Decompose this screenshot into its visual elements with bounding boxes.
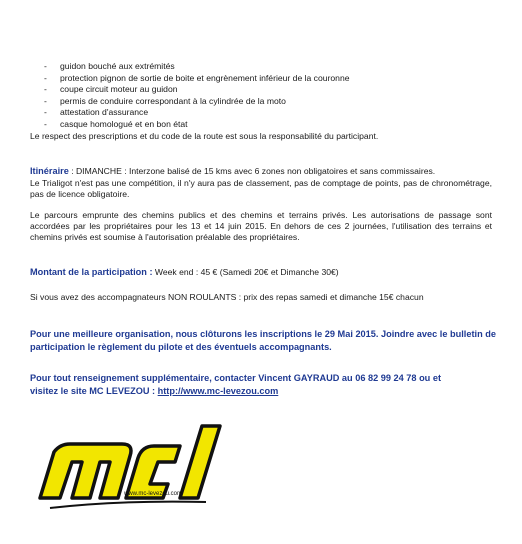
contact-line-2 [30, 385, 278, 398]
list-item [44, 73, 350, 85]
participation-label: Montant de la participation : [30, 267, 153, 277]
list-item [44, 119, 350, 131]
equipment-item-text: protection pignon de sortie de boite et engrènement inférieur de la couronne [60, 72, 350, 83]
mc-levezou-logo [30, 412, 226, 520]
bullet-dash: - [44, 84, 47, 94]
organisation-paragraph: Pour une meilleure organisation, nous clôturons les inscriptions le 29 Mai 2015. Joindre avec le bulletin de participation le règlement du pilote et des éventuels accompagnants. [30, 329, 496, 352]
participation-text: Week end : 45 € (Samedi 20€ et Dimanche 30€) [152, 267, 339, 277]
equipment-item-text: attestation d'assurance [60, 107, 149, 117]
equipment-item-text: permis de conduire correspondant à la cylindrée de la moto [60, 95, 286, 106]
contact-prefix: visitez le site MC LEVEZOU : [30, 386, 158, 396]
itinerary-text: : DIMANCHE : Interzone balisé de 15 kms avec 6 zones non obligatoires et sans commissaires. [68, 166, 436, 176]
participation-line [30, 267, 339, 278]
bullet-dash: - [44, 118, 47, 129]
contact-line-1: Pour tout renseignement supplémentaire, contacter Vincent GAYRAUD au 06 82 99 24 78 ou et [30, 373, 442, 383]
responsibility-text: Le respect des prescriptions et du code de la route est sous la responsabilité du participant. [30, 131, 379, 141]
itinerary-label: Itinéraire [30, 166, 69, 176]
bullet-dash: - [44, 72, 47, 83]
equipment-list [44, 61, 350, 130]
list-item [44, 96, 350, 108]
trialigot-paragraph: Le Trialigot n'est pas une compétition, il n'y aura pas de classement, pas de comptage de points, pas de chronométrage, pas de licence obligatoire. [30, 178, 492, 199]
equipment-item-text: guidon bouché aux extrémités [60, 61, 175, 71]
bullet-dash: - [44, 95, 47, 106]
bullet-dash: - [44, 61, 47, 71]
logo-url-text: www.mc-levezou.com [124, 491, 183, 497]
list-item [44, 84, 350, 96]
bullet-dash: - [44, 107, 47, 117]
list-item [44, 61, 350, 73]
equipment-item-text: casque homologué et en bon état [60, 118, 188, 129]
list-item [44, 107, 350, 119]
companions-text: Si vous avez des accompagnateurs NON ROULANTS : prix des repas samedi et dimanche 15€ chacun [30, 292, 424, 302]
itinerary-line [30, 166, 435, 177]
route-paragraph: Le parcours emprunte des chemins publics et des chemins et terrains privés. Les autorisations de passage sont accordées par les propriétaires pour les 13 et 14 juin 2015. En dehors de ces 2 journées, l'utilisation des terrains et chemins privés est soumise à l'autorisation préalable des propriétaires. [30, 210, 492, 242]
equipment-item-text: coupe circuit moteur au guidon [60, 84, 178, 94]
website-link[interactable]: http://www.mc-levezou.com [157, 386, 279, 396]
